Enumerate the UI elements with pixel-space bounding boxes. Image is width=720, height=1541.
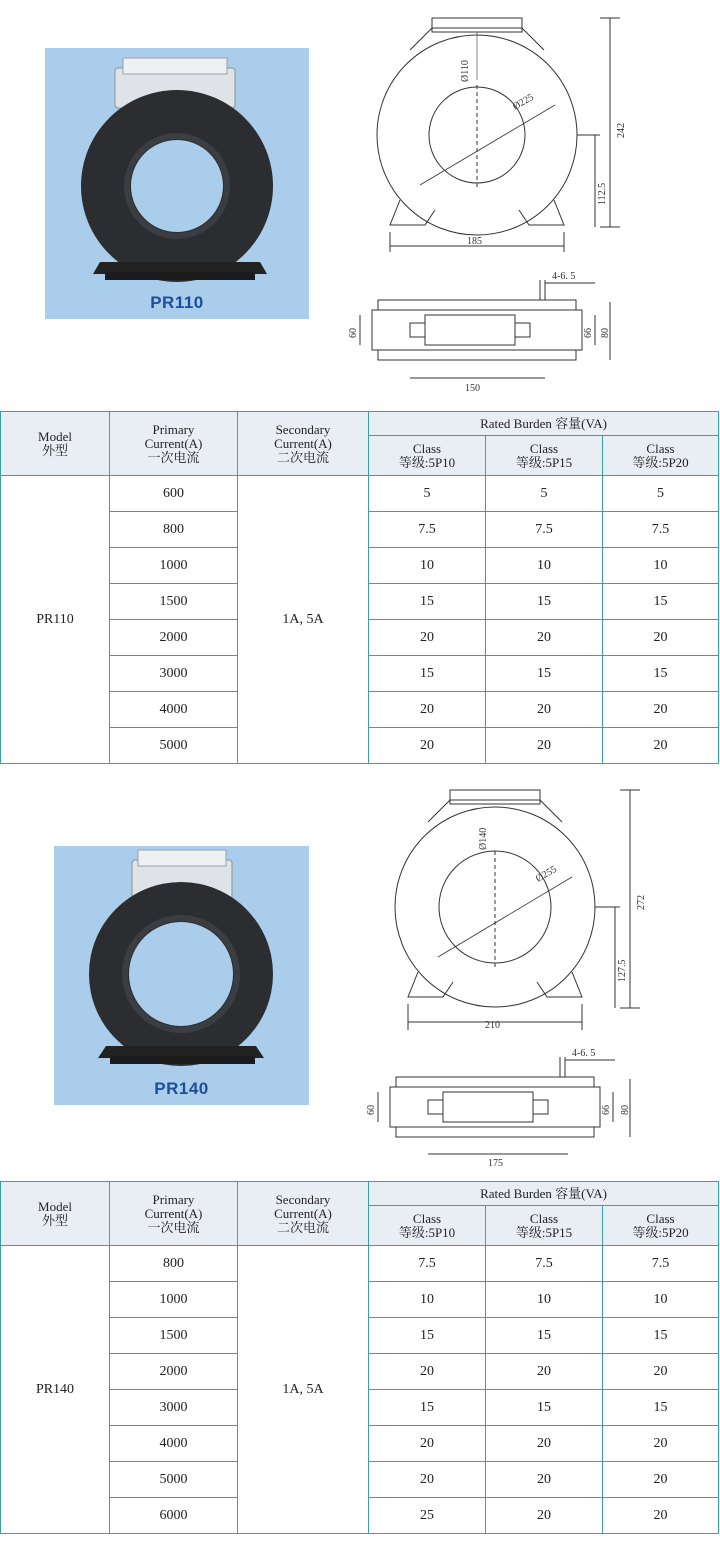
burden-5p15-cell: 20 <box>486 692 603 728</box>
header-class-5p10: Class 等级:5P10 <box>369 1206 486 1246</box>
burden-5p15-cell: 7.5 <box>486 1246 603 1282</box>
model-cell: PR140 <box>1 1246 110 1534</box>
dim-base-width: 185 <box>467 236 482 247</box>
burden-5p20-cell: 20 <box>603 692 719 728</box>
dim-mounting-holes: 4-6. 5 <box>552 271 576 282</box>
dim-outer-diameter: Ø225 <box>511 91 536 113</box>
primary-cell: 1500 <box>110 584 238 620</box>
product-photo <box>45 48 309 319</box>
primary-cell: 800 <box>110 512 238 548</box>
burden-5p10-cell: 15 <box>369 584 486 620</box>
burden-5p20-cell: 15 <box>603 656 719 692</box>
dim-outer-diameter: Ø255 <box>534 863 559 885</box>
header-rated-burden: Rated Burden 容量(VA) <box>369 1182 719 1206</box>
table-row <box>1 1246 719 1282</box>
dim-base-depth: 80 <box>600 328 611 338</box>
burden-5p10-cell: 20 <box>369 728 486 764</box>
burden-5p15-cell: 15 <box>486 1390 603 1426</box>
header-rated-burden: Rated Burden 容量(VA) <box>369 412 719 436</box>
primary-cell: 1500 <box>110 1318 238 1354</box>
burden-5p15-cell: 10 <box>486 548 603 584</box>
model-label: PR110 <box>150 293 204 312</box>
burden-5p15-cell: 20 <box>486 1426 603 1462</box>
burden-5p15-cell: 20 <box>486 620 603 656</box>
burden-5p20-cell: 20 <box>603 728 719 764</box>
spec-table <box>0 1181 719 1534</box>
burden-5p20-cell: 20 <box>603 620 719 656</box>
burden-5p20-cell: 20 <box>603 1354 719 1390</box>
primary-cell: 3000 <box>110 1390 238 1426</box>
transformer-image <box>45 48 309 319</box>
burden-5p10-cell: 20 <box>369 1462 486 1498</box>
dim-side-depth: 60 <box>366 1105 377 1115</box>
dim-side-depth: 60 <box>348 328 359 338</box>
burden-5p10-cell: 20 <box>369 692 486 728</box>
model-label: PR140 <box>154 1079 209 1098</box>
burden-5p10-cell: 20 <box>369 1354 486 1390</box>
primary-cell: 6000 <box>110 1498 238 1534</box>
header-primary-current: Primary Current(A) 一次电流 <box>110 412 238 476</box>
header-class-5p15: Class 等级:5P15 <box>486 1206 603 1246</box>
burden-5p10-cell: 7.5 <box>369 1246 486 1282</box>
header-secondary-current: Secondary Current(A) 二次电流 <box>238 1182 369 1246</box>
primary-cell: 600 <box>110 476 238 512</box>
burden-5p10-cell: 5 <box>369 476 486 512</box>
primary-cell: 3000 <box>110 656 238 692</box>
burden-5p10-cell: 25 <box>369 1498 486 1534</box>
transformer-image <box>54 846 309 1105</box>
burden-5p20-cell: 15 <box>603 584 719 620</box>
header-class-5p20: Class 等级:5P20 <box>603 1206 719 1246</box>
secondary-cell: 1A, 5A <box>238 1246 369 1534</box>
dim-body-depth: 66 <box>583 328 594 338</box>
primary-cell: 5000 <box>110 1462 238 1498</box>
burden-5p15-cell: 20 <box>486 1462 603 1498</box>
header-secondary-current: Secondary Current(A) 二次电流 <box>238 412 369 476</box>
technical-drawing <box>350 782 720 1167</box>
secondary-cell: 1A, 5A <box>238 476 369 764</box>
burden-5p15-cell: 20 <box>486 728 603 764</box>
burden-5p10-cell: 10 <box>369 548 486 584</box>
dim-center-height: 112.5 <box>597 182 608 205</box>
header-primary-current: Primary Current(A) 一次电流 <box>110 1182 238 1246</box>
burden-5p20-cell: 20 <box>603 1426 719 1462</box>
burden-5p10-cell: 7.5 <box>369 512 486 548</box>
burden-5p20-cell: 15 <box>603 1318 719 1354</box>
burden-5p20-cell: 10 <box>603 1282 719 1318</box>
burden-5p10-cell: 10 <box>369 1282 486 1318</box>
dim-inner-diameter: Ø140 <box>478 827 489 850</box>
primary-cell: 1000 <box>110 1282 238 1318</box>
primary-cell: 4000 <box>110 692 238 728</box>
product-section-pr140 <box>0 770 720 1541</box>
burden-5p20-cell: 10 <box>603 548 719 584</box>
dim-inner-diameter: Ø110 <box>460 60 471 82</box>
burden-5p20-cell: 20 <box>603 1462 719 1498</box>
spec-table <box>0 411 719 764</box>
burden-5p20-cell: 7.5 <box>603 512 719 548</box>
dim-mounting-holes: 4-6. 5 <box>572 1048 596 1059</box>
burden-5p10-cell: 20 <box>369 1426 486 1462</box>
burden-5p10-cell: 20 <box>369 620 486 656</box>
primary-cell: 1000 <box>110 548 238 584</box>
dim-total-height: 242 <box>616 123 627 138</box>
burden-5p15-cell: 15 <box>486 1318 603 1354</box>
burden-5p20-cell: 15 <box>603 1390 719 1426</box>
primary-cell: 4000 <box>110 1426 238 1462</box>
header-model: Model 外型 <box>1 1182 110 1246</box>
header-model: Model 外型 <box>1 412 110 476</box>
burden-5p15-cell: 20 <box>486 1354 603 1390</box>
header-class-5p10: Class 等级:5P10 <box>369 436 486 476</box>
burden-5p20-cell: 5 <box>603 476 719 512</box>
table-row <box>1 476 719 512</box>
burden-5p10-cell: 15 <box>369 1318 486 1354</box>
dim-body-depth: 66 <box>601 1105 612 1115</box>
technical-drawing <box>340 10 720 395</box>
burden-5p15-cell: 20 <box>486 1498 603 1534</box>
burden-5p20-cell: 7.5 <box>603 1246 719 1282</box>
burden-5p15-cell: 15 <box>486 584 603 620</box>
dim-total-height: 272 <box>636 895 647 910</box>
primary-cell: 2000 <box>110 620 238 656</box>
product-section-pr110 <box>0 0 720 770</box>
primary-cell: 5000 <box>110 728 238 764</box>
burden-5p15-cell: 7.5 <box>486 512 603 548</box>
primary-cell: 800 <box>110 1246 238 1282</box>
product-photo <box>54 846 309 1105</box>
dim-hole-spacing: 175 <box>488 1158 503 1167</box>
burden-5p10-cell: 15 <box>369 656 486 692</box>
dim-base-width: 210 <box>485 1020 500 1031</box>
dim-hole-spacing: 150 <box>465 383 480 394</box>
burden-5p10-cell: 15 <box>369 1390 486 1426</box>
burden-5p15-cell: 10 <box>486 1282 603 1318</box>
burden-5p15-cell: 5 <box>486 476 603 512</box>
burden-5p15-cell: 15 <box>486 656 603 692</box>
burden-5p20-cell: 20 <box>603 1498 719 1534</box>
header-class-5p15: Class 等级:5P15 <box>486 436 603 476</box>
model-cell: PR110 <box>1 476 110 764</box>
dim-center-height: 127.5 <box>617 959 628 982</box>
dim-base-depth: 80 <box>620 1105 631 1115</box>
primary-cell: 2000 <box>110 1354 238 1390</box>
header-class-5p20: Class 等级:5P20 <box>603 436 719 476</box>
